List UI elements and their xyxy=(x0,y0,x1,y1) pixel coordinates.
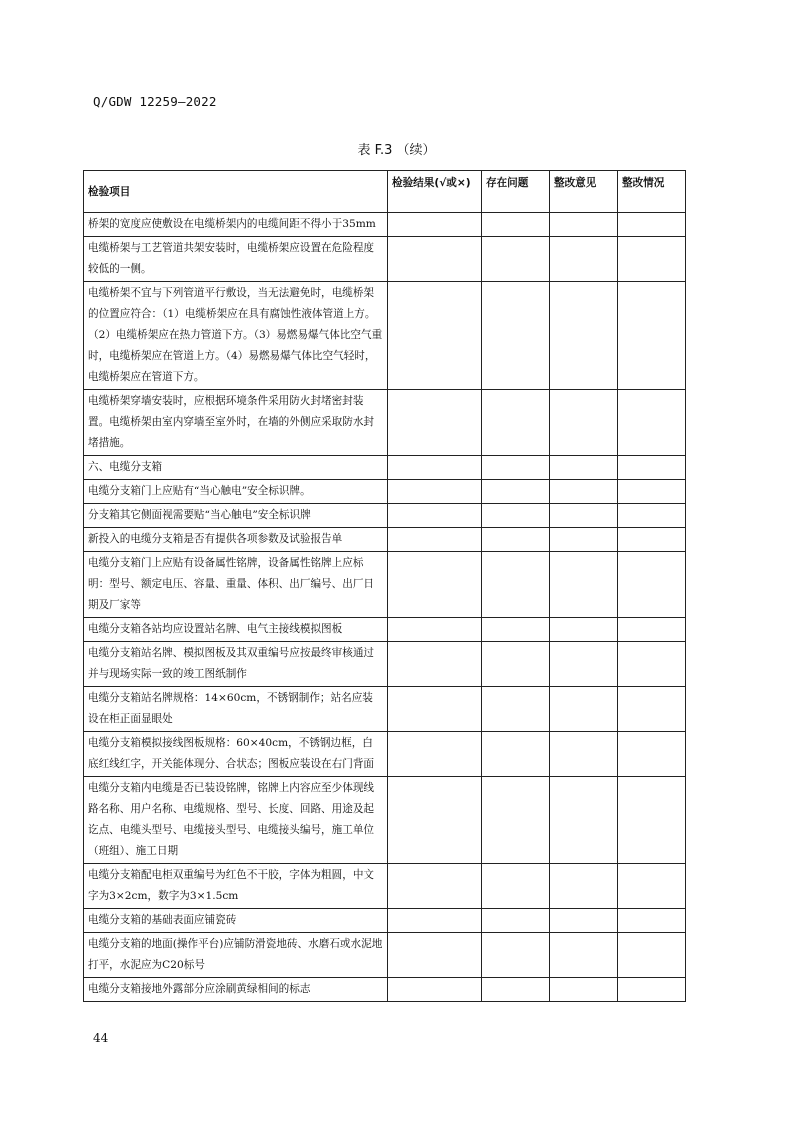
table-row xyxy=(84,552,686,618)
table-header-row xyxy=(84,171,686,213)
table-row xyxy=(84,237,686,282)
problem-cell[interactable] xyxy=(482,642,550,687)
suggestion-cell[interactable] xyxy=(550,618,618,642)
suggestion-cell[interactable] xyxy=(550,687,618,732)
page-number: 44 xyxy=(93,1031,109,1045)
problem-cell[interactable] xyxy=(482,528,550,552)
column-header-item: 检验项目 xyxy=(84,171,388,213)
problem-cell[interactable] xyxy=(482,282,550,390)
problem-cell[interactable] xyxy=(482,237,550,282)
table-row xyxy=(84,978,686,1002)
table-row xyxy=(84,213,686,237)
status-cell[interactable] xyxy=(618,909,686,933)
item-cell: 电缆分支箱门上应贴有设备属性铭牌，设备属性铭牌上应标明：型号、额定电压、容量、重量、体积、出厂编号、出厂日期及厂家等 xyxy=(84,552,388,618)
status-cell[interactable] xyxy=(618,933,686,978)
result-cell[interactable] xyxy=(388,528,482,552)
item-cell: 新投入的电缆分支箱是否有提供各项参数及试验报告单 xyxy=(84,528,388,552)
document-code: Q/GDW 12259—2022 xyxy=(93,94,217,109)
suggestion-cell[interactable] xyxy=(550,213,618,237)
status-cell[interactable] xyxy=(618,528,686,552)
suggestion-cell[interactable] xyxy=(550,480,618,504)
status-cell[interactable] xyxy=(618,687,686,732)
item-cell: 电缆分支箱的基础表面应铺瓷砖 xyxy=(84,909,388,933)
table-caption: 表 F.3 （续） xyxy=(357,143,436,158)
status-cell[interactable] xyxy=(618,282,686,390)
problem-cell[interactable] xyxy=(482,480,550,504)
item-cell: 电缆分支箱内电缆是否已装设铭牌，铭牌上内容应至少体现线路名称、用户名称、电缆规格、型号、长度、回路、用途及起讫点、电缆头型号、电缆接头型号、电缆接头编号，施工单位（班组）、施工日期 xyxy=(84,777,388,864)
table-row xyxy=(84,687,686,732)
suggestion-cell[interactable] xyxy=(550,390,618,456)
result-cell[interactable] xyxy=(388,864,482,909)
item-cell: 电缆分支箱接地外露部分应涂刷黄绿相间的标志 xyxy=(84,978,388,1002)
result-cell[interactable] xyxy=(388,732,482,777)
item-cell: 电缆分支箱站名牌规格：14×60cm，不锈钢制作；站名应装设在柜正面显眼处 xyxy=(84,687,388,732)
result-cell[interactable] xyxy=(388,237,482,282)
suggestion-cell[interactable] xyxy=(550,237,618,282)
item-cell: 电缆分支箱站名牌、模拟图板及其双重编号应按最终审核通过并与现场实际一致的竣工图纸制作 xyxy=(84,642,388,687)
problem-cell[interactable] xyxy=(482,909,550,933)
problem-cell[interactable] xyxy=(482,390,550,456)
item-cell: 六、电缆分支箱 xyxy=(84,456,388,480)
status-cell[interactable] xyxy=(618,642,686,687)
item-cell: 电缆分支箱门上应贴有“当心触电”安全标识牌。 xyxy=(84,480,388,504)
inspection-table xyxy=(83,170,686,1002)
result-cell[interactable] xyxy=(388,480,482,504)
column-header-problem: 存在问题 xyxy=(482,171,550,213)
column-header-suggestion: 整改意见 xyxy=(550,171,618,213)
result-cell[interactable] xyxy=(388,978,482,1002)
item-cell: 电缆桥架不宜与下列管道平行敷设，当无法避免时，电缆桥架的位置应符合：（1）电缆桥架应在具有腐蚀性液体管道上方。（2）电缆桥架应在热力管道下方。（3）易燃易爆气体比空气重时，电缆桥架应在管道上方。（4）易燃易爆气体比空气轻时，电缆桥架应在管道下方。 xyxy=(84,282,388,390)
table-row xyxy=(84,390,686,456)
result-cell[interactable] xyxy=(388,552,482,618)
table-row xyxy=(84,732,686,777)
status-cell[interactable] xyxy=(618,213,686,237)
problem-cell[interactable] xyxy=(482,864,550,909)
result-cell[interactable] xyxy=(388,909,482,933)
table-row xyxy=(84,282,686,390)
suggestion-cell[interactable] xyxy=(550,978,618,1002)
status-cell[interactable] xyxy=(618,237,686,282)
table-row xyxy=(84,456,686,480)
suggestion-cell[interactable] xyxy=(550,528,618,552)
result-cell[interactable] xyxy=(388,456,482,480)
table-row xyxy=(84,504,686,528)
status-cell[interactable] xyxy=(618,504,686,528)
status-cell[interactable] xyxy=(618,552,686,618)
problem-cell[interactable] xyxy=(482,732,550,777)
result-cell[interactable] xyxy=(388,777,482,864)
suggestion-cell[interactable] xyxy=(550,777,618,864)
problem-cell[interactable] xyxy=(482,552,550,618)
result-cell[interactable] xyxy=(388,618,482,642)
suggestion-cell[interactable] xyxy=(550,864,618,909)
item-cell: 桥架的宽度应使敷设在电缆桥架内的电缆间距不得小于35mm xyxy=(84,213,388,237)
item-cell: 电缆分支箱各站均应设置站名牌、电气主接线模拟图板 xyxy=(84,618,388,642)
table-row xyxy=(84,777,686,864)
item-cell: 电缆桥架穿墙安装时，应根据环境条件采用防火封堵密封装置。电缆桥架由室内穿墙至室外时，在墙的外侧应采取防水封堵措施。 xyxy=(84,390,388,456)
problem-cell[interactable] xyxy=(482,978,550,1002)
suggestion-cell[interactable] xyxy=(550,732,618,777)
result-cell[interactable] xyxy=(388,390,482,456)
suggestion-cell[interactable] xyxy=(550,642,618,687)
item-cell: 电缆桥架与工艺管道共架安装时，电缆桥架应设置在危险程度较低的一侧。 xyxy=(84,237,388,282)
item-cell: 电缆分支箱配电柜双重编号为红色不干胶，字体为粗圆，中文字为3×2cm，数字为3×1.5cm xyxy=(84,864,388,909)
status-cell[interactable] xyxy=(618,456,686,480)
status-cell[interactable] xyxy=(618,480,686,504)
problem-cell[interactable] xyxy=(482,777,550,864)
suggestion-cell[interactable] xyxy=(550,933,618,978)
problem-cell[interactable] xyxy=(482,213,550,237)
problem-cell[interactable] xyxy=(482,687,550,732)
column-header-result: 检验结果(√或×) xyxy=(388,171,482,213)
status-cell[interactable] xyxy=(618,618,686,642)
table-row xyxy=(84,864,686,909)
problem-cell[interactable] xyxy=(482,933,550,978)
status-cell[interactable] xyxy=(618,732,686,777)
table-row xyxy=(84,909,686,933)
result-cell[interactable] xyxy=(388,687,482,732)
suggestion-cell[interactable] xyxy=(550,282,618,390)
problem-cell[interactable] xyxy=(482,618,550,642)
suggestion-cell[interactable] xyxy=(550,552,618,618)
result-cell[interactable] xyxy=(388,282,482,390)
result-cell[interactable] xyxy=(388,504,482,528)
problem-cell[interactable] xyxy=(482,456,550,480)
status-cell[interactable] xyxy=(618,978,686,1002)
table-row xyxy=(84,480,686,504)
suggestion-cell[interactable] xyxy=(550,456,618,480)
status-cell[interactable] xyxy=(618,864,686,909)
table-row xyxy=(84,528,686,552)
status-cell[interactable] xyxy=(618,390,686,456)
item-cell: 电缆分支箱的地面(操作平台)应铺防滑瓷地砖、水磨石或水泥地打平，水泥应为C20标号 xyxy=(84,933,388,978)
table-row xyxy=(84,642,686,687)
table-row xyxy=(84,933,686,978)
suggestion-cell[interactable] xyxy=(550,909,618,933)
item-cell: 分支箱其它侧面视需要贴“当心触电”安全标识牌 xyxy=(84,504,388,528)
result-cell[interactable] xyxy=(388,933,482,978)
problem-cell[interactable] xyxy=(482,504,550,528)
result-cell[interactable] xyxy=(388,642,482,687)
table-row xyxy=(84,618,686,642)
column-header-status: 整改情况 xyxy=(618,171,686,213)
suggestion-cell[interactable] xyxy=(550,504,618,528)
item-cell: 电缆分支箱模拟接线图板规格：60×40cm，不锈钢边框，白底红线红字，开关能体现分、合状态；图板应装设在右门背面 xyxy=(84,732,388,777)
result-cell[interactable] xyxy=(388,213,482,237)
status-cell[interactable] xyxy=(618,777,686,864)
